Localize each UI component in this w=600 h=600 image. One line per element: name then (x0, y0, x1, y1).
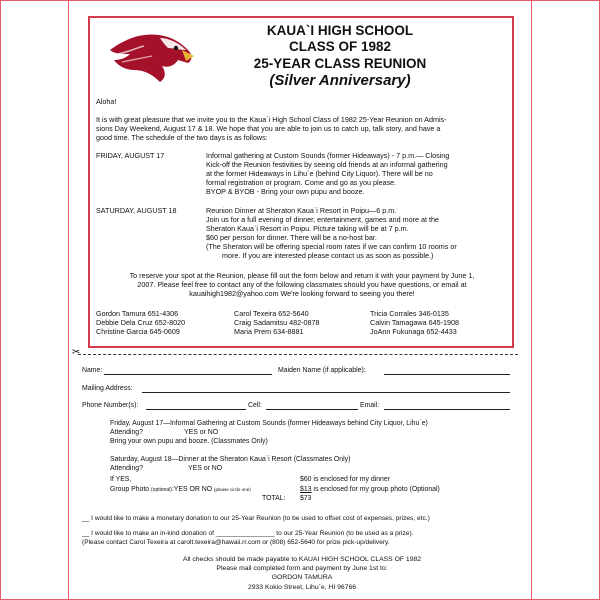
saturday-form-title: Saturday, August 18—Dinner at the Sheraton Kaua`i Resort (Classmates Only) (110, 456, 351, 463)
intro-line: sions Day Weekend, August 17 & 18. We hope that you are able to join us to catch up, talk story, and have a (96, 124, 441, 133)
email-label: Email: (360, 402, 380, 409)
friday-yes-no[interactable]: YES or NO (184, 429, 219, 436)
dinner-amount: $60 is enclosed for my dinner (300, 476, 391, 483)
photo-amount: $13 (300, 486, 312, 493)
contact-name: Craig Sadamitsu 482-0878 (234, 318, 320, 327)
circle-one-note: (please circle one) (214, 487, 251, 492)
group-photo-label (110, 486, 251, 494)
donation-monetary[interactable]: __ I would like to make a monetary donation to our 25-Year Reunion (to be used to offset cost of expenses, prizes, etc.) (82, 515, 430, 522)
reserve-line: 2007. Please feel free to contact any of the following classmates should you have questions, or email at (137, 280, 467, 289)
mailing-field[interactable] (142, 392, 510, 393)
saturday-line: (The Sheraton will be offering special room rates if we can confirm 10 rooms or (206, 242, 457, 251)
contact-name: Carol Texeira 652-5640 (234, 309, 309, 318)
saturday-attending-label: Attending? (110, 465, 143, 472)
friday-attending-label: Attending? (110, 429, 143, 436)
school-title: KAUA`I HIGH SCHOOL (266, 23, 414, 38)
contact-name: Calvin Tamagawa 645-1908 (370, 318, 459, 327)
optional-note: (optional) (151, 487, 172, 493)
greeting: Aloha! (96, 97, 117, 106)
contact-name: Debbie Dela Cruz 652-8020 (96, 318, 186, 327)
anniversary-title: (Silver Anniversary) (269, 72, 411, 89)
contact-name: JoAnn Fukunaga 652-4433 (370, 327, 457, 336)
mail-note: Please mail completed form and payment by June 1st to: (216, 565, 388, 572)
mail-name: GORDON TAMURA (271, 574, 333, 581)
friday-line: formal registration or program. Come and go as you please. (206, 178, 397, 187)
email-field[interactable] (384, 409, 510, 410)
mailing-label: Mailing Address: (82, 385, 133, 392)
reunion-title: 25-YEAR CLASS REUNION (253, 56, 427, 71)
donation-inkind[interactable]: __ I would like to make an in-kind donation of ________________ to our 25-Year Reunion (to be used as a prize). (82, 530, 414, 537)
intro-line: It is with great pleasure that we invite you to the Kaua`i High School Class of 1982 25-Year Reunion on Admis- (96, 115, 447, 124)
mail-address: 2933 Kokio Street, Lihu`e, HI 96766 (247, 584, 357, 591)
saturday-heading: SATURDAY, AUGUST 18 (96, 206, 177, 215)
phone-field[interactable] (146, 409, 246, 410)
class-title: CLASS OF 1982 (288, 39, 392, 54)
name-label: Name: (82, 367, 103, 374)
contact-name: Tricia Corrales 346-0135 (370, 309, 449, 318)
friday-form-title: Friday, August 17—Informal Gathering at Custom Sounds (former Hideaways behind City Liquor, Lihu`e) (110, 420, 428, 427)
total-amount: $73 (300, 495, 312, 502)
friday-heading: FRIDAY, AUGUST 17 (96, 151, 165, 160)
photo-amount-text: is enclosed for my group photo (Optional) (311, 486, 440, 493)
eagle-logo-icon (108, 30, 194, 84)
friday-line: Informal gathering at Custom Sounds (former Hideaways) - 7 p.m.— Closing (206, 151, 450, 160)
maiden-field[interactable] (384, 374, 510, 375)
friday-line: Kick-off the Reunion festivities by seeing old friends at an informal gathering (206, 160, 448, 169)
donation-contact: (Please contact Carol Texeira at carolt.texeira@hawaii.rr.com or (808) 652-5640 for prize pick-up/delivery. (82, 539, 390, 546)
name-field[interactable] (104, 374, 272, 375)
saturday-line: Reunion Dinner at Sheraton Kaua`i Resort in Poipu—6 p.m. (206, 206, 397, 215)
cut-line (78, 354, 518, 355)
saturday-yes-no[interactable]: YES or NO (188, 465, 223, 472)
friday-line: BYOP & BYOB - Bring your own pupu and booze. (206, 187, 365, 196)
saturday-line: Sheraton Kaua`i Resort in Poipu. Picture taking will be at 7 p.m. (206, 224, 409, 233)
group-photo-yes-no[interactable]: :YES OR NO (171, 486, 213, 493)
photo-amount-line (300, 486, 440, 494)
total-label: TOTAL: (262, 495, 286, 502)
intro-line: good time. The schedule of the two days is as follows: (96, 133, 268, 142)
phone-label: Phone Number(s): (82, 402, 139, 409)
friday-note: Bring your own pupu and booze. (Classmates Only) (110, 438, 268, 445)
reserve-line: kauaihigh1982@yahoo.com We're looking forward to seeing you there! (189, 289, 415, 298)
reserve-line: To reserve your spot at the Reunion, please fill out the form below and return it with your payment by June 1, (129, 271, 475, 280)
if-yes-label: If YES, (110, 476, 132, 483)
contact-name: Maria Prem 634-8881 (234, 327, 304, 336)
contact-name: Gordon Tamura 651-4306 (96, 309, 179, 318)
scissors-icon: ✂ (72, 347, 81, 358)
cell-label: Cell: (248, 402, 262, 409)
group-photo-text: Group Photo (110, 486, 150, 493)
friday-line: at the former Hideaways in Lihu`e (behind City Liquor). There will be no (206, 169, 433, 178)
saturday-line: Join us for a full evening of dinner, entertainment, games and more at the (206, 215, 439, 224)
cell-field[interactable] (266, 409, 358, 410)
saturday-line: more. If you are interested please contact us as soon as possible.) (222, 251, 434, 260)
contact-name: Christine Garcia 645-0609 (96, 327, 180, 336)
saturday-line: $60 per person for dinner. There will be a no-host bar. (206, 233, 377, 242)
maiden-label: Maiden Name (if applicable): (278, 367, 366, 374)
checks-note: All checks should be made payable to KAUAI HIGH SCHOOL CLASS OF 1982 (182, 556, 422, 563)
